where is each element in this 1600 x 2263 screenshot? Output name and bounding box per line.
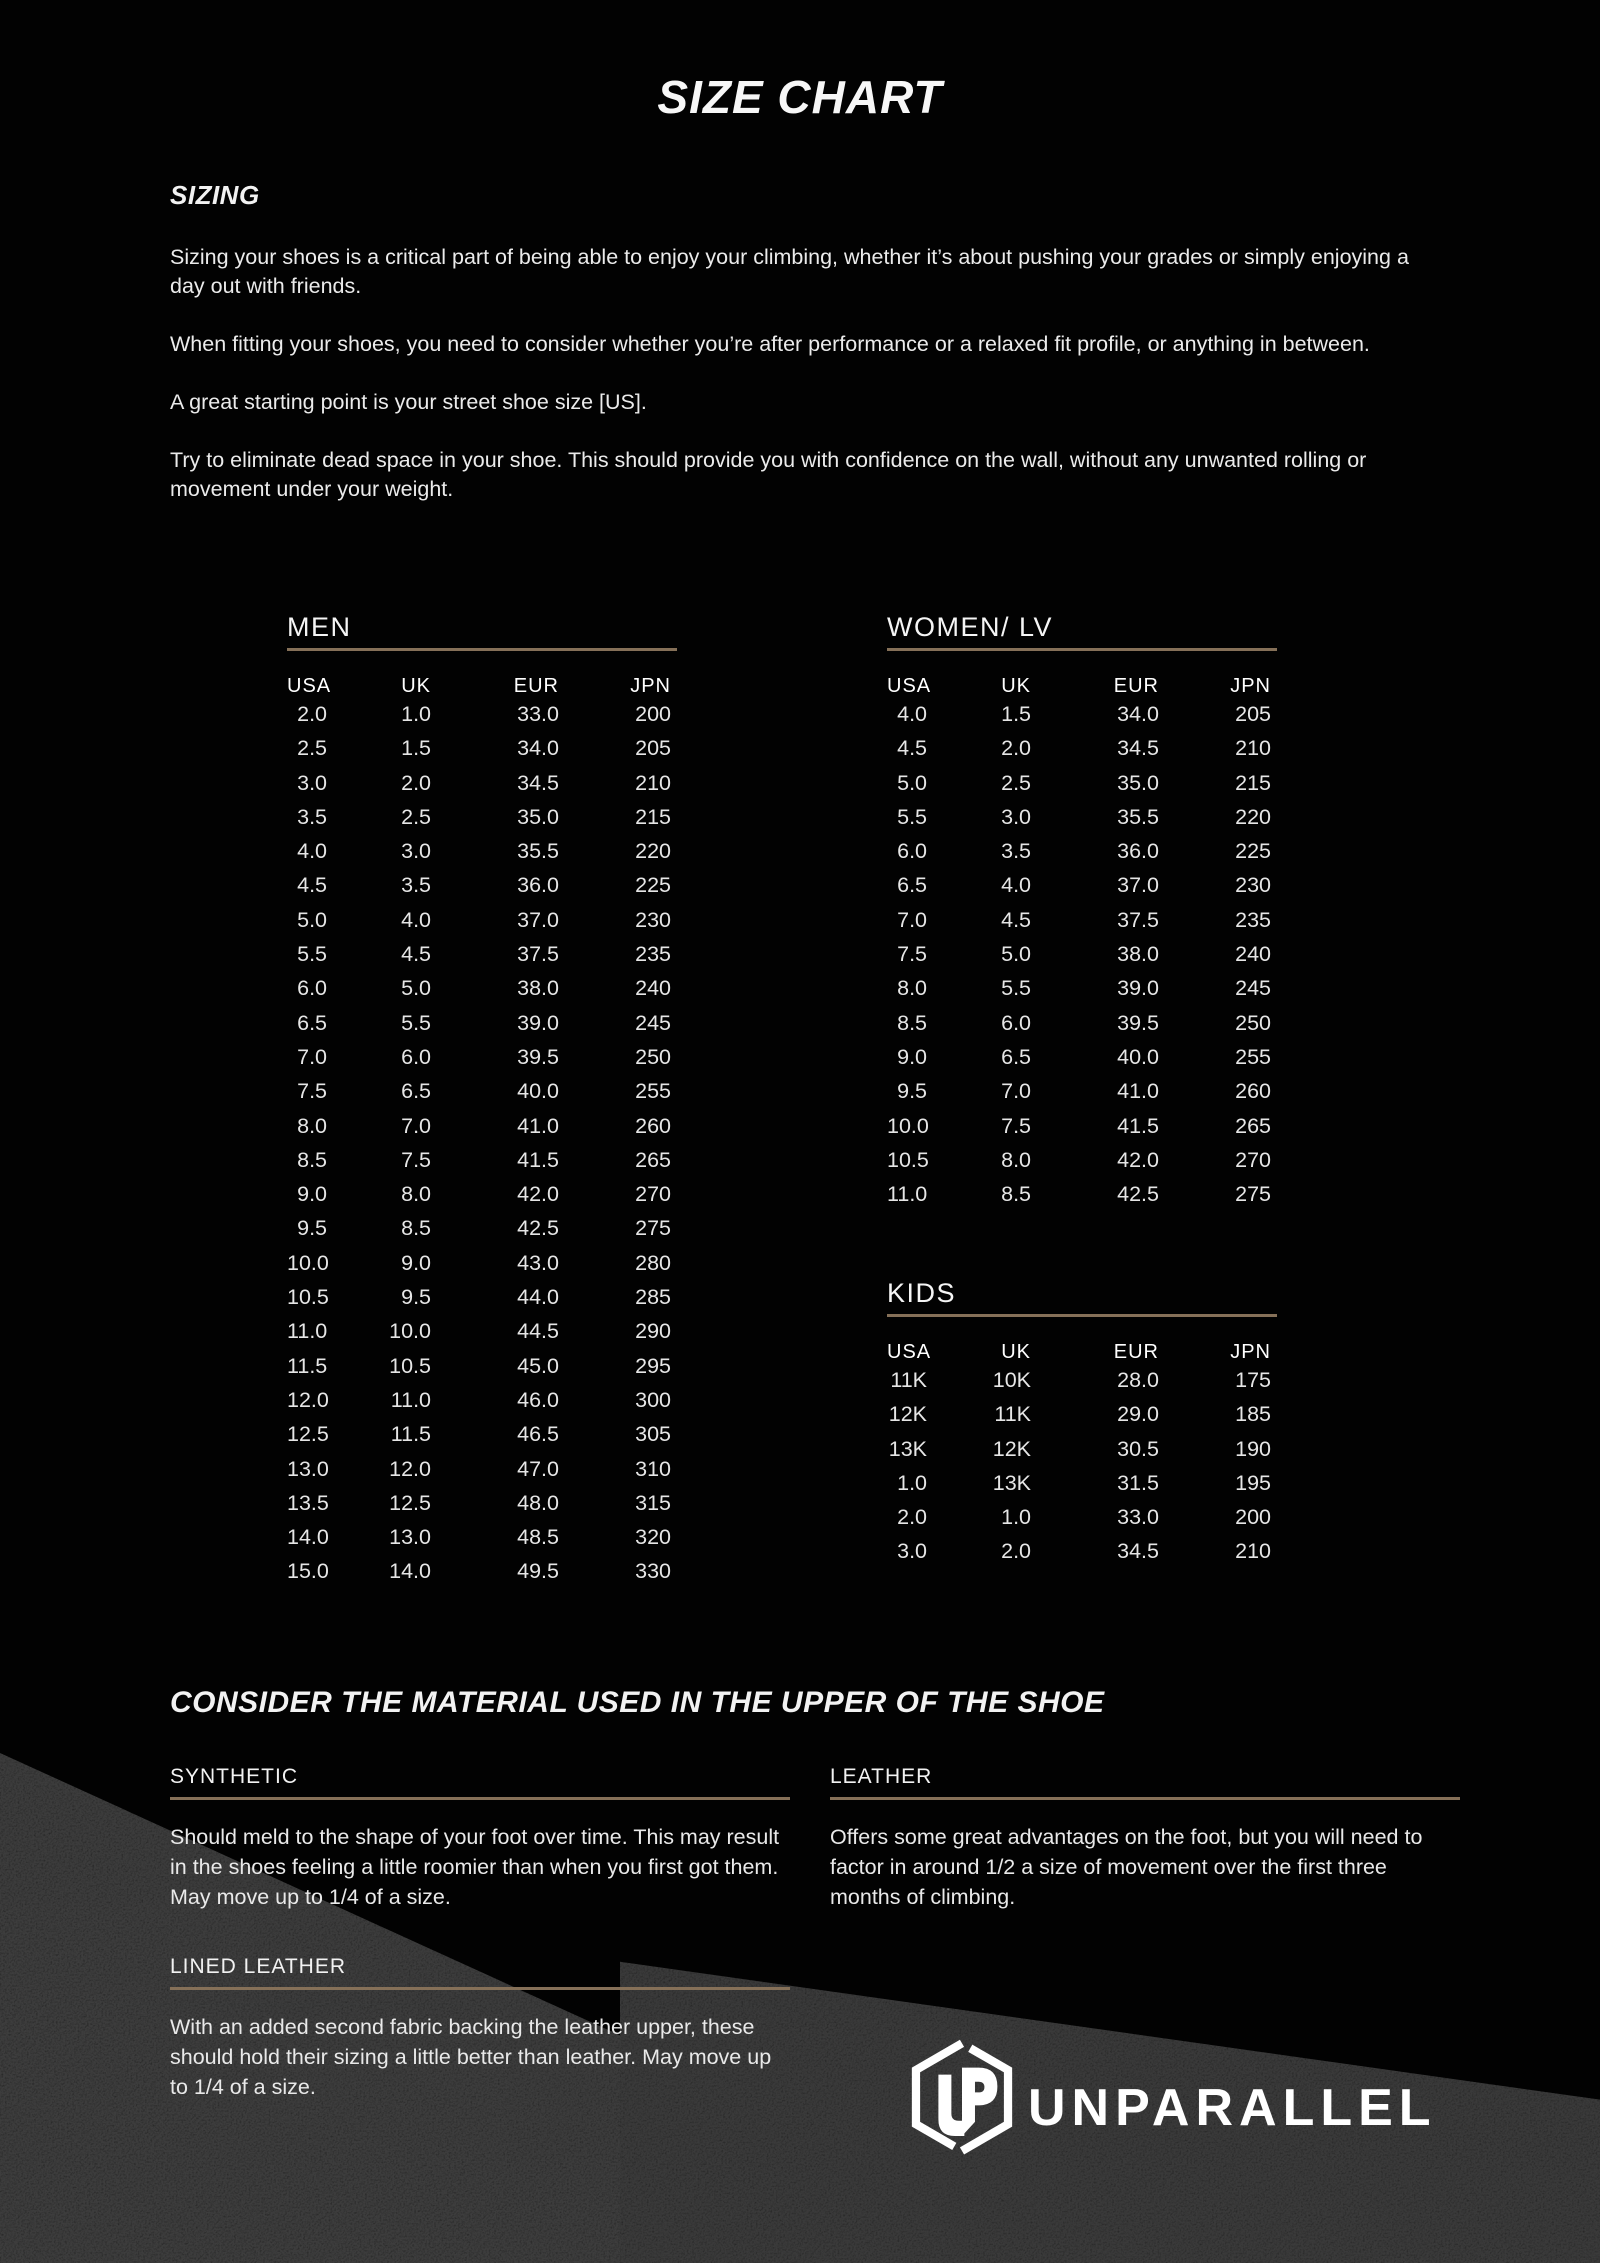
- table-cell: 275: [635, 1216, 671, 1241]
- table-cell: 11.5: [390, 1422, 431, 1447]
- table-cell: 2.5: [1001, 770, 1031, 795]
- sizing-paragraph: Try to eliminate dead space in your shoe. This should provide you with confidence on the wall, without any unwanted rolling or movement under your weight.: [170, 448, 1367, 501]
- table-cell: 260: [1235, 1079, 1271, 1104]
- table-cell: 11K: [994, 1402, 1031, 1427]
- sizing-paragraph: Sizing your shoes is a critical part of being able to enjoy your climbing, whether it’s about pushing your grades or simply enjoying a day out with friends.: [170, 245, 1409, 298]
- table-cell: 11.0: [390, 1387, 431, 1412]
- table-row: [887, 1397, 1271, 1431]
- women-table-heading: WOMEN/ LV: [887, 612, 1054, 642]
- column-header: USA: [287, 675, 332, 697]
- men-table-heading: MEN: [287, 612, 352, 642]
- table-cell: 6.5: [297, 1010, 327, 1035]
- table-cell: 250: [635, 1044, 671, 1069]
- table-row: [287, 800, 671, 834]
- table-cell: 7.5: [897, 942, 927, 967]
- table-cell: 5.0: [897, 770, 927, 795]
- table-cell: 2.0: [401, 770, 431, 795]
- table-row: [287, 1520, 671, 1554]
- table-cell: 37.5: [517, 942, 559, 967]
- table-cell: 3.0: [1001, 804, 1031, 829]
- table-cell: 6.5: [897, 873, 927, 898]
- table-row: [887, 1432, 1271, 1466]
- table-row: [287, 1074, 671, 1108]
- table-cell: 225: [635, 873, 671, 898]
- table-cell: 42.5: [1117, 1182, 1159, 1207]
- table-cell: 2.5: [401, 804, 431, 829]
- column-header: UK: [401, 675, 431, 697]
- table-cell: 1.5: [401, 736, 431, 761]
- table-cell: 2.5: [297, 736, 327, 761]
- table-row: [887, 1500, 1271, 1534]
- table-row: [887, 1109, 1271, 1143]
- table-cell: 8.5: [1001, 1182, 1031, 1207]
- table-cell: 5.0: [297, 907, 327, 932]
- table-cell: 205: [1235, 702, 1271, 726]
- table-cell: 6.5: [1001, 1044, 1031, 1069]
- table-cell: 7.5: [297, 1079, 327, 1104]
- table-cell: 42.5: [517, 1216, 559, 1241]
- table-row: [887, 1074, 1271, 1108]
- table-cell: 6.0: [401, 1044, 431, 1069]
- column-header: EUR: [513, 675, 559, 697]
- table-row: [887, 697, 1271, 731]
- table-row: [287, 1314, 671, 1348]
- table-header-row: [287, 675, 671, 697]
- brand-wordmark: UNPARALLEL: [1028, 2079, 1437, 2137]
- table-cell: 9.0: [297, 1182, 327, 1207]
- table-cell: 14.0: [389, 1559, 431, 1584]
- table-cell: 10.5: [887, 1147, 929, 1172]
- table-cell: 13K: [888, 1436, 927, 1461]
- table-row: [887, 1040, 1271, 1074]
- table-cell: 230: [635, 907, 671, 932]
- table-cell: 9.0: [897, 1044, 927, 1069]
- table-cell: 42.0: [1117, 1147, 1159, 1172]
- table-cell: 47.0: [517, 1456, 559, 1481]
- table-cell: 4.0: [897, 702, 927, 726]
- table-cell: 36.0: [1117, 839, 1159, 864]
- table-row: [887, 1006, 1271, 1040]
- table-row: [287, 1040, 671, 1074]
- table-cell: 45.0: [517, 1353, 559, 1378]
- table-cell: 13.0: [287, 1456, 329, 1481]
- column-header: EUR: [1113, 1341, 1159, 1363]
- table-cell: 195: [1235, 1470, 1271, 1495]
- table-cell: 12.5: [287, 1422, 329, 1447]
- table-cell: 10.0: [389, 1319, 431, 1344]
- column-header: JPN: [630, 675, 671, 697]
- table-row: [287, 1143, 671, 1177]
- table-cell: 37.5: [1117, 907, 1159, 932]
- lined-leather-section: [170, 1955, 790, 2102]
- column-header: UK: [1001, 675, 1031, 697]
- table-cell: 28.0: [1117, 1368, 1159, 1392]
- table-cell: 35.0: [517, 804, 559, 829]
- table-cell: 215: [1235, 770, 1271, 795]
- table-cell: 40.0: [517, 1079, 559, 1104]
- page-title: SIZE CHART: [657, 71, 943, 123]
- table-cell: 10.5: [287, 1285, 329, 1310]
- heading-underline: [830, 1797, 1460, 1800]
- column-header: UK: [1001, 1341, 1031, 1363]
- table-cell: 200: [1235, 1505, 1271, 1530]
- table-cell: 49.5: [517, 1559, 559, 1584]
- table-cell: 4.0: [401, 907, 431, 932]
- table-cell: 190: [1235, 1436, 1271, 1461]
- lined-leather-heading: LINED LEATHER: [170, 1955, 346, 1978]
- table-cell: 8.5: [297, 1147, 327, 1172]
- table-cell: 9.5: [897, 1079, 927, 1104]
- sizing-heading: SIZING: [170, 180, 260, 210]
- synthetic-section: [170, 1765, 790, 1912]
- table-cell: 10.0: [887, 1113, 929, 1138]
- table-row: [287, 1554, 671, 1588]
- table-cell: 240: [1235, 942, 1271, 967]
- column-header: EUR: [1113, 675, 1159, 697]
- sizing-paragraph: When fitting your shoes, you need to consider whether you’re after performance or a relaxed fit profile, or anything in between.: [170, 332, 1370, 356]
- table-cell: 35.5: [517, 839, 559, 864]
- table-row: [287, 937, 671, 971]
- table-cell: 285: [635, 1285, 671, 1310]
- table-cell: 7.5: [401, 1147, 431, 1172]
- heading-underline: [287, 648, 677, 651]
- table-row: [287, 1006, 671, 1040]
- lined-leather-body: With an added second fabric backing the leather upper, these should hold their sizing a little better than leather. May move up to 1/4 of a size.: [170, 2015, 772, 2099]
- table-cell: 34.0: [517, 736, 559, 761]
- table-row: [887, 834, 1271, 868]
- table-cell: 260: [635, 1113, 671, 1138]
- table-cell: 6.0: [1001, 1010, 1031, 1035]
- table-cell: 7.5: [1001, 1113, 1031, 1138]
- materials-heading: CONSIDER THE MATERIAL USED IN THE UPPER OF THE SHOE: [170, 1686, 1105, 1719]
- table-cell: 265: [635, 1147, 671, 1172]
- heading-underline: [887, 1314, 1277, 1317]
- table-cell: 10K: [992, 1368, 1031, 1392]
- table-cell: 3.5: [1001, 839, 1031, 864]
- table-cell: 5.5: [1001, 976, 1031, 1001]
- table-row: [287, 903, 671, 937]
- table-cell: 34.0: [1117, 702, 1159, 726]
- table-cell: 12.0: [287, 1387, 329, 1412]
- table-cell: 4.0: [1001, 873, 1031, 898]
- table-cell: 15.0: [287, 1559, 329, 1584]
- table-row: [887, 800, 1271, 834]
- table-cell: 230: [1235, 873, 1271, 898]
- table-cell: 44.0: [517, 1285, 559, 1310]
- table-cell: 8.0: [897, 976, 927, 1001]
- table-header-row: [887, 1341, 1271, 1363]
- table-cell: 290: [635, 1319, 671, 1344]
- sizing-paragraph: A great starting point is your street shoe size [US].: [170, 390, 647, 414]
- table-cell: 3.0: [897, 1539, 927, 1564]
- table-cell: 2.0: [897, 1505, 927, 1530]
- table-cell: 11.0: [887, 1182, 928, 1207]
- column-header: JPN: [1230, 675, 1271, 697]
- table-cell: 10.5: [389, 1353, 431, 1378]
- kids-table-grid: [887, 1341, 1277, 1569]
- table-cell: 1.0: [401, 702, 431, 726]
- table-row: [287, 1417, 671, 1451]
- table-row: [287, 971, 671, 1005]
- table-cell: 34.5: [1117, 736, 1159, 761]
- table-row: [887, 1143, 1271, 1177]
- table-cell: 175: [1235, 1368, 1271, 1392]
- table-cell: 8.0: [401, 1182, 431, 1207]
- table-cell: 210: [635, 770, 671, 795]
- table-cell: 35.0: [1117, 770, 1159, 795]
- table-cell: 210: [1235, 736, 1271, 761]
- table-cell: 210: [1235, 1539, 1271, 1564]
- table-cell: 265: [1235, 1113, 1271, 1138]
- table-cell: 12K: [992, 1436, 1031, 1461]
- table-row: [287, 1246, 671, 1280]
- table-cell: 245: [635, 1010, 671, 1035]
- table-cell: 13K: [992, 1470, 1031, 1495]
- table-row: [887, 971, 1271, 1005]
- table-cell: 1.5: [1001, 702, 1031, 726]
- table-cell: 270: [635, 1182, 671, 1207]
- table-cell: 1.0: [897, 1470, 927, 1495]
- table-cell: 205: [635, 736, 671, 761]
- table-cell: 46.0: [517, 1387, 559, 1412]
- table-cell: 37.0: [1117, 873, 1159, 898]
- table-cell: 30.5: [1117, 1436, 1159, 1461]
- table-cell: 200: [635, 702, 671, 726]
- table-row: [287, 1349, 671, 1383]
- table-cell: 34.5: [1117, 1539, 1159, 1564]
- table-cell: 5.0: [401, 976, 431, 1001]
- table-cell: 11.0: [287, 1319, 328, 1344]
- table-cell: 33.0: [1117, 1505, 1159, 1530]
- table-cell: 4.0: [297, 839, 327, 864]
- table-cell: 300: [635, 1387, 671, 1412]
- table-cell: 4.5: [297, 873, 327, 898]
- table-cell: 1.0: [1001, 1505, 1031, 1530]
- women-size-table: [887, 612, 1277, 1211]
- table-cell: 39.0: [1117, 976, 1159, 1001]
- table-row: [287, 834, 671, 868]
- table-cell: 7.0: [897, 907, 927, 932]
- table-cell: 8.5: [401, 1216, 431, 1241]
- table-row: [287, 1109, 671, 1143]
- table-cell: 295: [635, 1353, 671, 1378]
- table-row: [887, 1534, 1271, 1568]
- leather-body: Offers some great advantages on the foot, but you will need to factor in around 1/2 a size of movement over the first three months of climbing.: [830, 1825, 1423, 1909]
- table-row: [287, 697, 671, 731]
- table-cell: 48.0: [517, 1490, 559, 1515]
- table-cell: 39.0: [517, 1010, 559, 1035]
- table-cell: 8.0: [297, 1113, 327, 1138]
- table-row: [887, 766, 1271, 800]
- column-header: JPN: [1230, 1341, 1271, 1363]
- table-cell: 37.0: [517, 907, 559, 932]
- heading-underline: [170, 1987, 790, 1990]
- table-cell: 13.5: [287, 1490, 329, 1515]
- table-cell: 270: [1235, 1147, 1271, 1172]
- table-cell: 7.0: [401, 1113, 431, 1138]
- men-size-table: [287, 612, 677, 1589]
- table-cell: 12.5: [389, 1490, 431, 1515]
- table-cell: 5.0: [1001, 942, 1031, 967]
- table-cell: 41.5: [517, 1147, 559, 1172]
- unparallel-logo-icon: [903, 2036, 1021, 2170]
- table-row: [887, 1177, 1271, 1211]
- table-cell: 14.0: [287, 1525, 329, 1550]
- table-cell: 305: [635, 1422, 671, 1447]
- table-row: [287, 766, 671, 800]
- table-cell: 46.5: [517, 1422, 559, 1447]
- heading-underline: [170, 1797, 790, 1800]
- table-cell: 9.5: [297, 1216, 327, 1241]
- table-row: [287, 1383, 671, 1417]
- column-header: USA: [887, 675, 932, 697]
- table-cell: 220: [1235, 804, 1271, 829]
- table-row: [887, 731, 1271, 765]
- table-row: [887, 1363, 1271, 1397]
- table-cell: 8.0: [1001, 1147, 1031, 1172]
- leather-heading: LEATHER: [830, 1765, 933, 1788]
- table-cell: 315: [635, 1490, 671, 1515]
- table-row: [887, 1466, 1271, 1500]
- table-cell: 215: [635, 804, 671, 829]
- table-cell: 34.5: [517, 770, 559, 795]
- table-cell: 225: [1235, 839, 1271, 864]
- table-cell: 41.5: [1117, 1113, 1159, 1138]
- table-cell: 255: [635, 1079, 671, 1104]
- table-cell: 39.5: [517, 1044, 559, 1069]
- table-cell: 310: [635, 1456, 671, 1481]
- table-cell: 42.0: [517, 1182, 559, 1207]
- table-cell: 11.5: [287, 1353, 328, 1378]
- table-row: [287, 731, 671, 765]
- table-cell: 3.5: [401, 873, 431, 898]
- men-table-grid: [287, 675, 677, 1589]
- table-cell: 235: [635, 942, 671, 967]
- table-cell: 2.0: [1001, 1539, 1031, 1564]
- table-cell: 5.5: [297, 942, 327, 967]
- table-cell: 13.0: [389, 1525, 431, 1550]
- table-cell: 40.0: [1117, 1044, 1159, 1069]
- table-cell: 220: [635, 839, 671, 864]
- table-cell: 38.0: [1117, 942, 1159, 967]
- table-cell: 36.0: [517, 873, 559, 898]
- synthetic-heading: SYNTHETIC: [170, 1765, 299, 1788]
- leather-section: [830, 1765, 1460, 1912]
- table-cell: 6.0: [897, 839, 927, 864]
- table-cell: 320: [635, 1525, 671, 1550]
- table-cell: 38.0: [517, 976, 559, 1001]
- table-cell: 31.5: [1117, 1470, 1159, 1495]
- table-row: [887, 903, 1271, 937]
- table-cell: 275: [1235, 1182, 1271, 1207]
- women-table-grid: [887, 675, 1277, 1211]
- table-cell: 6.5: [401, 1079, 431, 1104]
- kids-table-heading: KIDS: [887, 1278, 957, 1308]
- table-cell: 235: [1235, 907, 1271, 932]
- table-cell: 9.5: [401, 1285, 431, 1310]
- table-cell: 5.5: [897, 804, 927, 829]
- table-row: [887, 937, 1271, 971]
- table-row: [287, 1452, 671, 1486]
- table-cell: 3.0: [401, 839, 431, 864]
- table-cell: 44.5: [517, 1319, 559, 1344]
- table-cell: 12K: [888, 1402, 927, 1427]
- table-cell: 9.0: [401, 1250, 431, 1275]
- heading-underline: [887, 648, 1277, 651]
- table-cell: 29.0: [1117, 1402, 1159, 1427]
- table-cell: 35.5: [1117, 804, 1159, 829]
- table-cell: 4.5: [897, 736, 927, 761]
- table-cell: 7.0: [297, 1044, 327, 1069]
- table-cell: 39.5: [1117, 1010, 1159, 1035]
- table-cell: 3.5: [297, 804, 327, 829]
- table-cell: 12.0: [389, 1456, 431, 1481]
- table-cell: 2.0: [297, 702, 327, 726]
- table-cell: 250: [1235, 1010, 1271, 1035]
- table-cell: 41.0: [1117, 1079, 1159, 1104]
- table-cell: 8.5: [897, 1010, 927, 1035]
- kids-size-table: [887, 1278, 1277, 1569]
- table-cell: 4.5: [1001, 907, 1031, 932]
- table-row: [287, 1211, 671, 1245]
- table-cell: 48.5: [517, 1525, 559, 1550]
- table-cell: 6.0: [297, 976, 327, 1001]
- table-row: [287, 1280, 671, 1314]
- table-row: [287, 868, 671, 902]
- table-cell: 41.0: [517, 1113, 559, 1138]
- synthetic-body: Should meld to the shape of your foot over time. This may result in the shoes feeling a little roomier than when you first got them. May move up to 1/4 of a size.: [170, 1825, 780, 1909]
- column-header: USA: [887, 1341, 932, 1363]
- table-row: [287, 1177, 671, 1211]
- table-header-row: [887, 675, 1271, 697]
- table-cell: 5.5: [401, 1010, 431, 1035]
- table-cell: 7.0: [1001, 1079, 1031, 1104]
- table-cell: 2.0: [1001, 736, 1031, 761]
- table-row: [287, 1486, 671, 1520]
- table-cell: 43.0: [517, 1250, 559, 1275]
- table-cell: 330: [635, 1559, 671, 1584]
- table-cell: 10.0: [287, 1250, 329, 1275]
- table-cell: 240: [635, 976, 671, 1001]
- table-cell: 11K: [890, 1368, 927, 1392]
- table-row: [887, 868, 1271, 902]
- table-cell: 245: [1235, 976, 1271, 1001]
- table-cell: 3.0: [297, 770, 327, 795]
- table-cell: 4.5: [401, 942, 431, 967]
- table-cell: 33.0: [517, 702, 559, 726]
- table-cell: 255: [1235, 1044, 1271, 1069]
- table-cell: 280: [635, 1250, 671, 1275]
- table-cell: 185: [1235, 1402, 1271, 1427]
- sizing-intro: [170, 243, 1410, 533]
